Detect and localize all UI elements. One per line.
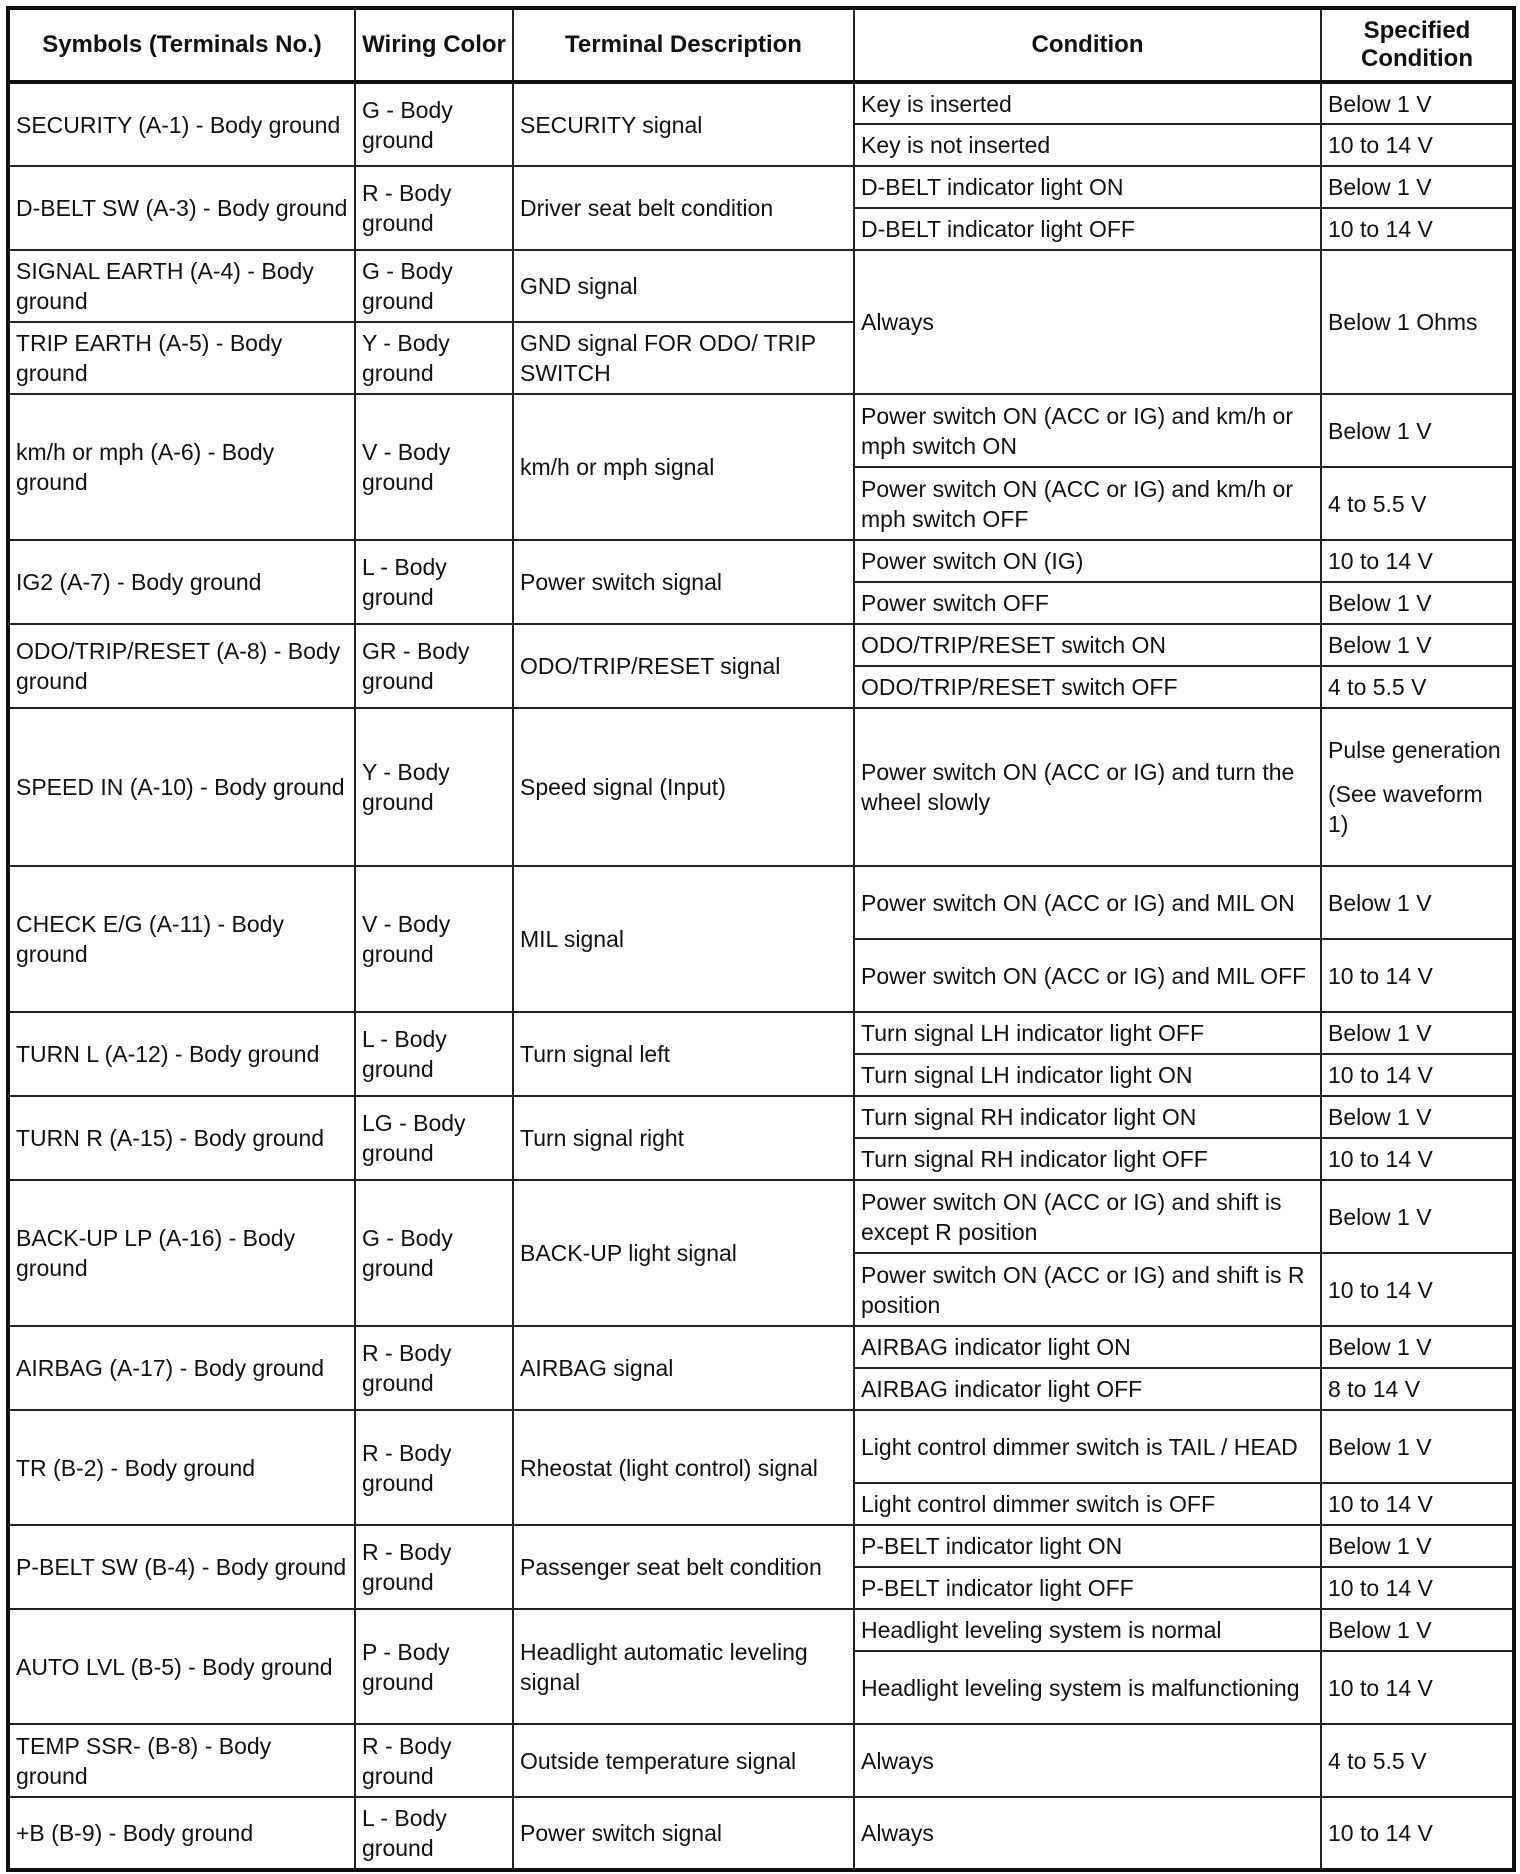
description-cell: Power switch signal xyxy=(513,540,854,624)
condition-cell: Power switch OFF xyxy=(854,582,1321,624)
spec-cell: 10 to 14 V xyxy=(1321,1567,1514,1609)
table-row xyxy=(8,1096,1514,1138)
symbol-cell: TR (B-2) - Body ground xyxy=(8,1410,355,1525)
spec-cell: 10 to 14 V xyxy=(1321,939,1514,1012)
description-cell: Turn signal right xyxy=(513,1096,854,1180)
condition-cell: Always xyxy=(854,1724,1321,1797)
condition-cell: Power switch ON (ACC or IG) and shift is except R position xyxy=(854,1180,1321,1253)
table-row xyxy=(8,1326,1514,1368)
condition-cell: Always xyxy=(854,1797,1321,1870)
condition-cell: Turn signal RH indicator light OFF xyxy=(854,1138,1321,1180)
symbol-cell: SECURITY (A-1) - Body ground xyxy=(8,82,355,166)
condition-cell: P-BELT indicator light ON xyxy=(854,1525,1321,1567)
wiring-color-cell: GR - Body ground xyxy=(355,624,513,708)
spec-cell: Below 1 V xyxy=(1321,1410,1514,1483)
header-symbols: Symbols (Terminals No.) xyxy=(8,8,355,82)
spec-cell xyxy=(1321,708,1514,866)
symbol-cell: TRIP EARTH (A-5) - Body ground xyxy=(8,322,355,394)
description-cell: Speed signal (Input) xyxy=(513,708,854,866)
table-row xyxy=(8,866,1514,939)
header-condition: Condition xyxy=(854,8,1321,82)
wiring-color-cell: R - Body ground xyxy=(355,1724,513,1797)
description-cell: Passenger seat belt condition xyxy=(513,1525,854,1609)
header-specified-condition: Specified Condition xyxy=(1321,8,1514,82)
condition-cell: Power switch ON (ACC or IG) and MIL OFF xyxy=(854,939,1321,1012)
wiring-color-cell: G - Body ground xyxy=(355,1180,513,1326)
description-cell: km/h or mph signal xyxy=(513,394,854,540)
condition-cell: Turn signal RH indicator light ON xyxy=(854,1096,1321,1138)
spec-cell: 4 to 5.5 V xyxy=(1321,1724,1514,1797)
symbol-cell: SPEED IN (A-10) - Body ground xyxy=(8,708,355,866)
condition-cell: ODO/TRIP/RESET switch OFF xyxy=(854,666,1321,708)
symbol-cell: TEMP SSR- (B-8) - Body ground xyxy=(8,1724,355,1797)
symbol-cell: BACK-UP LP (A-16) - Body ground xyxy=(8,1180,355,1326)
spec-cell: 10 to 14 V xyxy=(1321,1651,1514,1724)
symbol-cell: AUTO LVL (B-5) - Body ground xyxy=(8,1609,355,1724)
spec-cell: Below 1 V xyxy=(1321,166,1514,208)
table-row xyxy=(8,82,1514,124)
description-cell: AIRBAG signal xyxy=(513,1326,854,1410)
symbol-cell: IG2 (A-7) - Body ground xyxy=(8,540,355,624)
spec-cell: Below 1 V xyxy=(1321,866,1514,939)
description-cell: Outside temperature signal xyxy=(513,1724,854,1797)
symbol-cell: D-BELT SW (A-3) - Body ground xyxy=(8,166,355,250)
header-row xyxy=(8,8,1514,82)
spec-cell: Below 1 V xyxy=(1321,1326,1514,1368)
wiring-color-cell: P - Body ground xyxy=(355,1609,513,1724)
description-cell: GND signal xyxy=(513,250,854,322)
wiring-color-cell: V - Body ground xyxy=(355,394,513,540)
wiring-color-cell: L - Body ground xyxy=(355,1012,513,1096)
spec-cell: 8 to 14 V xyxy=(1321,1368,1514,1410)
table-row xyxy=(8,708,1514,866)
symbol-cell: TURN L (A-12) - Body ground xyxy=(8,1012,355,1096)
condition-cell: Power switch ON (ACC or IG) and shift is R position xyxy=(854,1253,1321,1326)
condition-cell: D-BELT indicator light ON xyxy=(854,166,1321,208)
condition-cell: Power switch ON (ACC or IG) and km/h or mph switch ON xyxy=(854,394,1321,467)
table-row xyxy=(8,166,1514,208)
spec-cell: Below 1 V xyxy=(1321,624,1514,666)
spec-cell: 10 to 14 V xyxy=(1321,1253,1514,1326)
condition-cell: Light control dimmer switch is TAIL / HEAD xyxy=(854,1410,1321,1483)
spec-cell: 10 to 14 V xyxy=(1321,1483,1514,1525)
condition-cell: Key is not inserted xyxy=(854,124,1321,166)
table-row xyxy=(8,1797,1514,1870)
spec-cell: Below 1 V xyxy=(1321,1525,1514,1567)
table-row xyxy=(8,1180,1514,1253)
wiring-color-cell: V - Body ground xyxy=(355,866,513,1012)
spec-cell: 10 to 14 V xyxy=(1321,1054,1514,1096)
table-row xyxy=(8,1609,1514,1651)
description-cell: Turn signal left xyxy=(513,1012,854,1096)
symbol-cell: AIRBAG (A-17) - Body ground xyxy=(8,1326,355,1410)
header-terminal-description: Terminal Description xyxy=(513,8,854,82)
spec-cell: Below 1 Ohms xyxy=(1321,250,1514,394)
spec-cell: 4 to 5.5 V xyxy=(1321,666,1514,708)
spec-waveform-note: (See waveform 1) xyxy=(1328,781,1483,837)
condition-cell: Turn signal LH indicator light ON xyxy=(854,1054,1321,1096)
symbol-cell: CHECK E/G (A-11) - Body ground xyxy=(8,866,355,1012)
spec-cell: Below 1 V xyxy=(1321,582,1514,624)
symbol-cell: SIGNAL EARTH (A-4) - Body ground xyxy=(8,250,355,322)
condition-cell: Key is inserted xyxy=(854,82,1321,124)
condition-cell: Headlight leveling system is normal xyxy=(854,1609,1321,1651)
wiring-color-cell: R - Body ground xyxy=(355,1326,513,1410)
wiring-color-cell: Y - Body ground xyxy=(355,708,513,866)
condition-cell: Headlight leveling system is malfunctioning xyxy=(854,1651,1321,1724)
spec-cell: Below 1 V xyxy=(1321,394,1514,467)
wiring-color-cell: G - Body ground xyxy=(355,250,513,322)
spec-cell: 10 to 14 V xyxy=(1321,1797,1514,1870)
spec-cell: 10 to 14 V xyxy=(1321,1138,1514,1180)
header-wiring-color: Wiring Color xyxy=(355,8,513,82)
condition-cell: Always xyxy=(854,250,1321,394)
table-row xyxy=(8,624,1514,666)
condition-cell: Power switch ON (ACC or IG) and MIL ON xyxy=(854,866,1321,939)
description-cell: ODO/TRIP/RESET signal xyxy=(513,624,854,708)
description-cell: SECURITY signal xyxy=(513,82,854,166)
wiring-color-cell: L - Body ground xyxy=(355,1797,513,1870)
symbol-cell: P-BELT SW (B-4) - Body ground xyxy=(8,1525,355,1609)
spec-cell: 10 to 14 V xyxy=(1321,124,1514,166)
spec-cell: Below 1 V xyxy=(1321,82,1514,124)
description-cell: GND signal FOR ODO/ TRIP SWITCH xyxy=(513,322,854,394)
condition-cell: ODO/TRIP/RESET switch ON xyxy=(854,624,1321,666)
wiring-color-cell: Y - Body ground xyxy=(355,322,513,394)
condition-cell: D-BELT indicator light OFF xyxy=(854,208,1321,250)
spec-cell: 10 to 14 V xyxy=(1321,540,1514,582)
table-row xyxy=(8,540,1514,582)
terminal-spec-table xyxy=(6,6,1516,1872)
description-cell: Rheostat (light control) signal xyxy=(513,1410,854,1525)
symbol-cell: +B (B-9) - Body ground xyxy=(8,1797,355,1870)
table-row xyxy=(8,1525,1514,1567)
wiring-color-cell: R - Body ground xyxy=(355,1410,513,1525)
spec-cell: Below 1 V xyxy=(1321,1096,1514,1138)
spec-cell: Below 1 V xyxy=(1321,1609,1514,1651)
condition-cell: Light control dimmer switch is OFF xyxy=(854,1483,1321,1525)
condition-cell: Power switch ON (ACC or IG) and turn the wheel slowly xyxy=(854,708,1321,866)
condition-cell: P-BELT indicator light OFF xyxy=(854,1567,1321,1609)
wiring-color-cell: L - Body ground xyxy=(355,540,513,624)
condition-cell: Power switch ON (IG) xyxy=(854,540,1321,582)
description-cell: MIL signal xyxy=(513,866,854,1012)
symbol-cell: ODO/TRIP/RESET (A-8) - Body ground xyxy=(8,624,355,708)
wiring-color-cell: G - Body ground xyxy=(355,82,513,166)
wiring-color-cell: LG - Body ground xyxy=(355,1096,513,1180)
description-cell: Driver seat belt condition xyxy=(513,166,854,250)
spec-pulse-text: Pulse generation xyxy=(1328,737,1501,763)
table-row xyxy=(8,1012,1514,1054)
condition-cell: Turn signal LH indicator light OFF xyxy=(854,1012,1321,1054)
condition-cell: AIRBAG indicator light OFF xyxy=(854,1368,1321,1410)
table-row xyxy=(8,394,1514,467)
table-row xyxy=(8,1724,1514,1797)
spec-cell: 10 to 14 V xyxy=(1321,208,1514,250)
spec-cell: Below 1 V xyxy=(1321,1180,1514,1253)
spec-cell: Below 1 V xyxy=(1321,1012,1514,1054)
spec-cell: 4 to 5.5 V xyxy=(1321,467,1514,540)
table-row xyxy=(8,1410,1514,1483)
wiring-color-cell: R - Body ground xyxy=(355,166,513,250)
description-cell: Power switch signal xyxy=(513,1797,854,1870)
description-cell: Headlight automatic leveling signal xyxy=(513,1609,854,1724)
condition-cell: AIRBAG indicator light ON xyxy=(854,1326,1321,1368)
table-row xyxy=(8,250,1514,322)
symbol-cell: TURN R (A-15) - Body ground xyxy=(8,1096,355,1180)
symbol-cell: km/h or mph (A-6) - Body ground xyxy=(8,394,355,540)
description-cell: BACK-UP light signal xyxy=(513,1180,854,1326)
condition-cell: Power switch ON (ACC or IG) and km/h or mph switch OFF xyxy=(854,467,1321,540)
wiring-color-cell: R - Body ground xyxy=(355,1525,513,1609)
